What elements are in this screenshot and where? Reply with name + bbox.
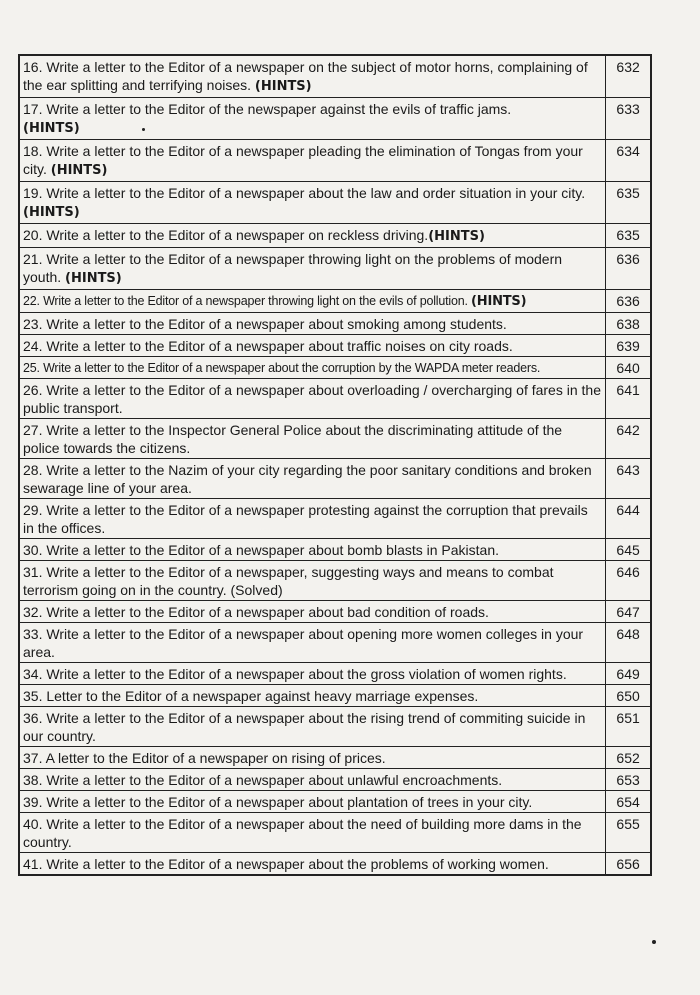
entry-number: 34. (23, 666, 43, 682)
table-row (19, 459, 651, 499)
page-number: 649 (606, 663, 651, 685)
entry-text-cell (19, 539, 606, 561)
entry-title: Write a letter to the Editor of a newspaper about bomb blasts in Pakistan. (46, 542, 500, 558)
page-number: 641 (606, 379, 651, 419)
entry-text-cell (19, 55, 606, 98)
page-number: 653 (606, 769, 651, 791)
entry-title: Write a letter to the Editor of a newspaper, suggesting ways and means to combat terrorism going on in the country. (Solved) (23, 564, 554, 598)
entry-title: Letter to the Editor of a newspaper against heavy marriage expenses. (46, 688, 479, 704)
entry-text-cell (19, 357, 606, 379)
entry-title: Write a letter to the Editor of a newspaper about the gross violation of women rights. (46, 666, 567, 682)
entry-number: 38. (23, 772, 43, 788)
entry-text-cell (19, 419, 606, 459)
entry-title: Write a letter to the Editor of a newspaper about traffic noises on city roads. (46, 338, 513, 354)
entry-text-cell (19, 499, 606, 539)
entry-title: Write a letter to the Editor of a newspaper about the need of building more dams in the country. (23, 816, 582, 850)
page-number: 635 (606, 224, 651, 248)
entry-text-cell (19, 853, 606, 876)
entry-text-cell (19, 459, 606, 499)
entry-title: Write a letter to the Editor of a newspaper about opening more women colleges in your area. (23, 626, 584, 660)
table-row (19, 663, 651, 685)
page-number: 636 (606, 290, 651, 313)
table-row (19, 561, 651, 601)
hints-label: (HINTS) (65, 271, 122, 286)
table-row (19, 379, 651, 419)
entry-text-cell (19, 769, 606, 791)
page-number: 633 (606, 98, 651, 140)
scan-speck (652, 940, 656, 944)
entry-text-cell (19, 561, 606, 601)
hints-label: (HINTS) (428, 229, 485, 244)
table-row (19, 853, 651, 876)
entry-text-cell (19, 335, 606, 357)
entry-text-cell (19, 379, 606, 419)
table-row (19, 313, 651, 335)
table-row (19, 419, 651, 459)
entry-title: Write a letter to the Editor of a newspaper about overloading / overcharging of fares in the public transport. (23, 382, 601, 416)
entry-number: 36. (23, 710, 43, 726)
page-number: 655 (606, 813, 651, 853)
entry-number: 22. (23, 294, 40, 308)
page-number: 656 (606, 853, 651, 876)
entry-title: Write a letter to the Editor of a newspaper about smoking among students. (46, 316, 507, 332)
entry-title: Write a letter to the Editor of a newspaper about the law and order situation in your city. (46, 185, 586, 201)
table-row (19, 182, 651, 224)
entry-number: 41. (23, 856, 43, 872)
table-row (19, 813, 651, 853)
entry-number: 25. (23, 361, 40, 375)
hints-label: (HINTS) (471, 294, 527, 309)
entry-number: 16. (23, 59, 43, 75)
entry-number: 27. (23, 422, 43, 438)
entry-number: 21. (23, 251, 43, 267)
page-number: 642 (606, 419, 651, 459)
page-number: 639 (606, 335, 651, 357)
entry-text-cell (19, 747, 606, 769)
page-number: 647 (606, 601, 651, 623)
entry-number: 17. (23, 101, 43, 117)
table-row (19, 55, 651, 98)
page-number: 634 (606, 140, 651, 182)
entry-title: Write a letter to the Editor of a newspaper on the subject of motor horns, complaining of the ear splitting and terrifying noises. (23, 59, 588, 93)
table-row (19, 769, 651, 791)
page-number: 636 (606, 248, 651, 290)
table-row (19, 98, 651, 140)
table-row (19, 791, 651, 813)
table-row (19, 290, 651, 313)
entry-title: Write a letter to the Editor of a newspaper about unlawful encroachments. (46, 772, 503, 788)
entry-number: 23. (23, 316, 43, 332)
entry-number: 20. (23, 227, 43, 243)
page-number: 654 (606, 791, 651, 813)
hints-label: (HINTS) (50, 163, 108, 178)
page-number: 646 (606, 561, 651, 601)
hints-label: (HINTS) (23, 121, 80, 136)
entry-text-cell (19, 601, 606, 623)
entry-text-cell (19, 623, 606, 663)
entry-number: 35. (23, 688, 43, 704)
page-number: 643 (606, 459, 651, 499)
letters-index-table (18, 54, 652, 876)
entry-text-cell (19, 290, 606, 313)
page-number: 645 (606, 539, 651, 561)
table-row (19, 747, 651, 769)
entry-title: Write a letter to the Editor of a newspaper about the corruption by the WAPDA meter readers. (43, 361, 541, 375)
entry-text-cell (19, 140, 606, 182)
table-row (19, 539, 651, 561)
entry-number: 30. (23, 542, 43, 558)
page-number: 638 (606, 313, 651, 335)
entry-number: 29. (23, 502, 43, 518)
entry-number: 24. (23, 338, 43, 354)
entry-title: Write a letter to the Editor of a newspaper pleading the elimination of Tongas from your city. (23, 143, 583, 177)
entry-text-cell (19, 685, 606, 707)
entry-title: Write a letter to the Editor of a newspaper about the problems of working women. (46, 856, 549, 872)
page-number: 651 (606, 707, 651, 747)
entry-text-cell (19, 707, 606, 747)
entry-number: 40. (23, 816, 43, 832)
entry-text-cell (19, 791, 606, 813)
entry-title: Write a letter to the Editor of the newspaper against the evils of traffic jams. (46, 101, 512, 117)
table-row (19, 357, 651, 379)
entry-text-cell (19, 182, 606, 224)
entry-text-cell (19, 813, 606, 853)
entry-number: 31. (23, 564, 43, 580)
table-row (19, 499, 651, 539)
entry-number: 33. (23, 626, 43, 642)
entry-text-cell (19, 313, 606, 335)
entry-number: 32. (23, 604, 43, 620)
entry-number: 39. (23, 794, 43, 810)
entry-number: 28. (23, 462, 43, 478)
entry-title: Write a letter to the Editor of a newspaper about the rising trend of commiting suicide in our country. (23, 710, 586, 744)
page-number: 635 (606, 182, 651, 224)
hints-label: (HINTS) (23, 205, 80, 220)
page-number: 632 (606, 55, 651, 98)
table-row (19, 335, 651, 357)
hints-label: (HINTS) (254, 79, 312, 94)
table-row (19, 140, 651, 182)
entry-title: Write a letter to the Nazim of your city regarding the poor sanitary conditions and broken sewarage line of your area. (23, 462, 592, 496)
entry-text-cell (19, 248, 606, 290)
entry-title: Write a letter to the Editor of a newspaper about bad condition of roads. (46, 604, 489, 620)
entry-title: Write a letter to the Editor of a newspaper throwing light on the problems of modern youth. (23, 251, 563, 285)
page-number: 650 (606, 685, 651, 707)
page-number: 652 (606, 747, 651, 769)
entry-title: Write a letter to the Editor of a newspaper protesting against the corruption that prevails in the offices. (23, 502, 588, 536)
entry-number: 37. (23, 750, 43, 766)
entry-number: 18. (23, 143, 43, 159)
entry-title: A letter to the Editor of a newspaper on rising of prices. (45, 750, 386, 766)
table-row (19, 248, 651, 290)
entry-number: 26. (23, 382, 43, 398)
table-row (19, 623, 651, 663)
page-number: 640 (606, 357, 651, 379)
entry-title: Write a letter to the Editor of a newspaper about plantation of trees in your city. (46, 794, 533, 810)
table-row (19, 707, 651, 747)
entry-text-cell (19, 98, 606, 140)
entry-title: Write a letter to the Editor of a newspaper on reckless driving. (46, 227, 429, 243)
table-row (19, 601, 651, 623)
table-row (19, 224, 651, 248)
table-row (19, 685, 651, 707)
page-number: 644 (606, 499, 651, 539)
scan-speck (142, 128, 145, 131)
page-number: 648 (606, 623, 651, 663)
entry-title: Write a letter to the Inspector General Police about the discriminating attitude of the police towards the citizens. (23, 422, 563, 456)
entry-number: 19. (23, 185, 43, 201)
entry-text-cell (19, 663, 606, 685)
entry-title: Write a letter to the Editor of a newspaper throwing light on the evils of pollution. (43, 294, 468, 308)
entry-text-cell (19, 224, 606, 248)
